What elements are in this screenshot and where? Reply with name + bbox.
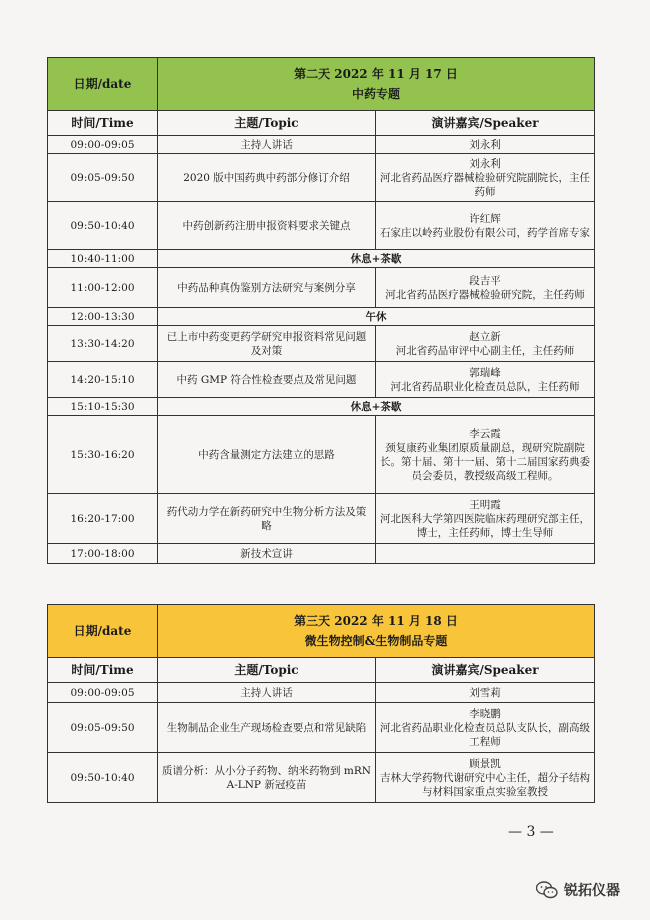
time-cell: 10:40-11:00 — [48, 250, 158, 268]
watermark-text: 锐拓仪器 — [564, 883, 620, 899]
day3-row — [48, 683, 595, 703]
topic-cell: 中药创新药注册申报资料要求关键点 — [158, 202, 376, 250]
break-cell: 午休 — [158, 308, 595, 326]
day3-theme: 微生物控制&生物制品专题 — [304, 634, 448, 648]
day2-header-row — [48, 111, 595, 136]
topic-header: 主题/Topic — [158, 658, 376, 683]
topic-cell: 新技术宣讲 — [158, 544, 376, 564]
day3-rows — [48, 683, 595, 803]
time-cell: 11:00-12:00 — [48, 268, 158, 308]
page-number: — 3 — — [508, 824, 554, 840]
day2-row — [48, 136, 595, 154]
speaker-cell: 李云霞 颈复康药业集团原质量副总，现研究院副院长。第十届、第十一届、第十二届国家药典委员会委员，教授级高级工程师。 — [376, 416, 595, 494]
speaker-header: 演讲嘉宾/Speaker — [376, 111, 595, 136]
time-cell: 14:20-15:10 — [48, 362, 158, 398]
speaker-cell: 王明霞 河北医科大学第四医院临床药理研究部主任，博士，主任药师，博士生导师 — [376, 494, 595, 544]
day2-schedule-table — [47, 57, 595, 564]
watermark — [536, 880, 620, 900]
day2-rows — [48, 136, 595, 564]
topic-cell: 中药品种真伪鉴别方法研究与案例分享 — [158, 268, 376, 308]
day2-banner — [48, 58, 595, 111]
speaker-cell — [376, 544, 595, 564]
topic-cell: 质谱分析：从小分子药物、纳米药物到 mRNA-LNP 新冠疫苗 — [158, 753, 376, 803]
speaker-cell: 李晓鹏 河北省药品职业化检查员总队支队长，副高级工程师 — [376, 703, 595, 753]
time-cell: 13:30-14:20 — [48, 326, 158, 362]
time-cell: 16:20-17:00 — [48, 494, 158, 544]
speaker-cell: 赵立新 河北省药品审评中心副主任，主任药师 — [376, 326, 595, 362]
speaker-header: 演讲嘉宾/Speaker — [376, 658, 595, 683]
speaker-cell: 郭瑞峰 河北省药品职业化检查员总队，主任药师 — [376, 362, 595, 398]
day2-row — [48, 202, 595, 250]
day2-row — [48, 398, 595, 416]
day2-theme: 中药专题 — [351, 87, 400, 101]
day3-date-line: 第三天 2022 年 11 月 18 日 — [294, 614, 458, 628]
wechat-icon — [536, 881, 558, 899]
day2-row — [48, 268, 595, 308]
speaker-cell: 刘永利 河北省药品医疗器械检验研究院副院长，主任药师 — [376, 154, 595, 202]
day2-row — [48, 416, 595, 494]
time-cell: 17:00-18:00 — [48, 544, 158, 564]
day2-date-label: 日期/date — [48, 58, 158, 111]
topic-cell: 主持人讲话 — [158, 683, 376, 703]
day3-header-row — [48, 658, 595, 683]
time-cell: 09:00-09:05 — [48, 136, 158, 154]
day3-date-label: 日期/date — [48, 605, 158, 658]
day3-title — [158, 605, 595, 658]
speaker-cell: 顾景凯 吉林大学药物代谢研究中心主任，超分子结构与材料国家重点实验室教授 — [376, 753, 595, 803]
time-cell: 09:50-10:40 — [48, 202, 158, 250]
speaker-cell: 刘雪莉 — [376, 683, 595, 703]
day2-row — [48, 362, 595, 398]
time-cell: 09:00-09:05 — [48, 683, 158, 703]
day3-row — [48, 703, 595, 753]
day2-row — [48, 308, 595, 326]
break-cell: 休息+茶歇 — [158, 398, 595, 416]
day2-row — [48, 154, 595, 202]
day2-title — [158, 58, 595, 111]
topic-cell: 药代动力学在新药研究中生物分析方法及策略 — [158, 494, 376, 544]
topic-cell: 中药含量测定方法建立的思路 — [158, 416, 376, 494]
time-cell: 15:10-15:30 — [48, 398, 158, 416]
speaker-cell: 许红辉 石家庄以岭药业股份有限公司，药学首席专家 — [376, 202, 595, 250]
topic-cell: 主持人讲话 — [158, 136, 376, 154]
day2-row — [48, 494, 595, 544]
day3-row — [48, 753, 595, 803]
break-cell: 休息+茶歇 — [158, 250, 595, 268]
time-cell: 09:50-10:40 — [48, 753, 158, 803]
time-cell: 12:00-13:30 — [48, 308, 158, 326]
speaker-cell: 段吉平 河北省药品医疗器械检验研究院，主任药师 — [376, 268, 595, 308]
day2-row — [48, 544, 595, 564]
topic-cell: 生物制品企业生产现场检查要点和常见缺陷 — [158, 703, 376, 753]
topic-header: 主题/Topic — [158, 111, 376, 136]
topic-cell: 中药 GMP 符合性检查要点及常见问题 — [158, 362, 376, 398]
topic-cell: 2020 版中国药典中药部分修订介绍 — [158, 154, 376, 202]
day2-date-line: 第二天 2022 年 11 月 17 日 — [294, 67, 458, 81]
time-header: 时间/Time — [48, 658, 158, 683]
time-cell: 15:30-16:20 — [48, 416, 158, 494]
day2-row — [48, 326, 595, 362]
day3-schedule-table — [47, 604, 595, 803]
time-header: 时间/Time — [48, 111, 158, 136]
speaker-cell: 刘永利 — [376, 136, 595, 154]
time-cell: 09:05-09:50 — [48, 154, 158, 202]
topic-cell: 已上市中药变更药学研究申报资料常见问题及对策 — [158, 326, 376, 362]
time-cell: 09:05-09:50 — [48, 703, 158, 753]
day3-banner — [48, 605, 595, 658]
day2-row — [48, 250, 595, 268]
